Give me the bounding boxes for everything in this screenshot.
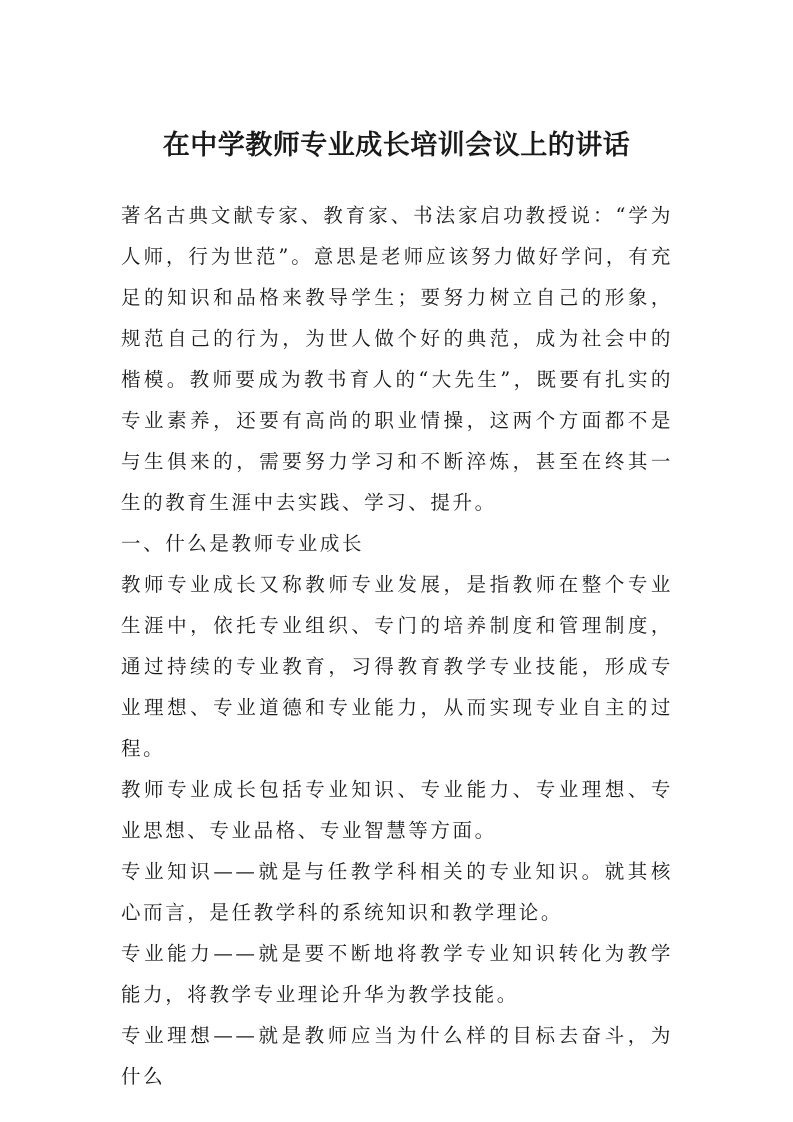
professional-ability-paragraph: 专业能力——就是要不断地将教学专业知识转化为教学能力，将教学专业理论升华为教学技能。 xyxy=(121,942,673,1006)
definition-paragraph: 教师专业成长又称教师专业发展，是指教师在整个专业生涯中，依托专业组织、专门的培养制度和管理制度，通过持续的专业教育，习得教育教学专业技能，形成专业理想、专业道德和专业能力，从而实现专业自主的过程。 xyxy=(121,573,673,760)
components-paragraph: 教师专业成长包括专业知识、专业能力、专业理想、专业思想、专业品格、专业智慧等方面。 xyxy=(121,778,673,842)
section-heading: 一、什么是教师专业成长 xyxy=(121,532,365,555)
professional-knowledge-paragraph: 专业知识——就是与任教学科相关的专业知识。就其核心而言，是任教学科的系统知识和教学理论。 xyxy=(121,860,673,924)
intro-paragraph: 著名古典文献专家、教育家、书法家启功教授说：“学为人师，行为世范”。意思是老师应该努力做好学问，有充足的知识和品格来教导学生；要努力树立自己的形象，规范自己的行为，为世人做个好的典范，成为社会中的楷模。教师要成为教书育人的“大先生”，既要有扎实的专业素养，还要有高尚的职业情操，这两个方面都不是与生俱来的，需要努力学习和不断淬炼，甚至在终其一生的教育生涯中去实践、学习、提升。 xyxy=(121,204,673,514)
document-title: 在中学教师专业成长培训会议上的讲话 xyxy=(162,130,631,161)
document-body xyxy=(121,195,673,1097)
professional-ideal-paragraph: 专业理想——就是教师应当为什么样的目标去奋斗，为什么 xyxy=(121,1024,673,1088)
